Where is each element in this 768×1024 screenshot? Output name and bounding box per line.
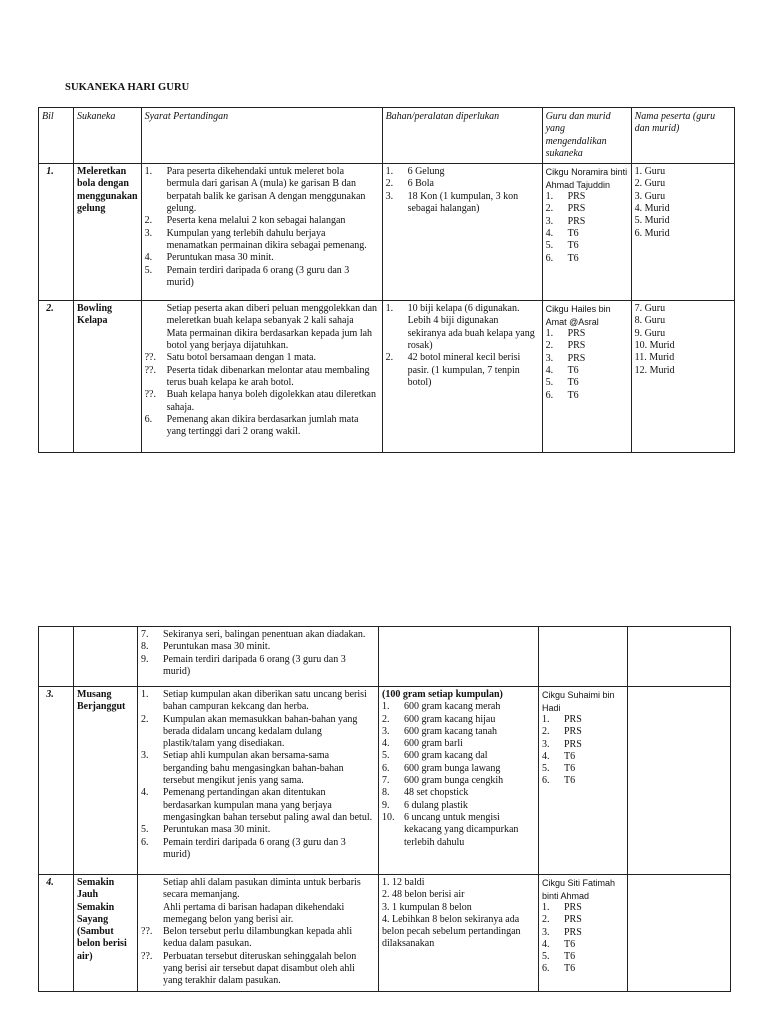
list-item-number: 5. [542,951,550,963]
sukaneka-table-page1 [38,107,735,453]
peserta-list [635,166,731,240]
list-item-number [141,877,163,902]
list-item-number: 5. [545,377,554,389]
list-item-number: 4. [542,750,550,762]
list-item-text: Setiap ahli dalam pasukan diminta untuk berbaris secara memanjang. [163,877,361,901]
list-item-text: Peruntukan masa 30 minit. [163,824,271,836]
cell-bil: 4. [39,875,74,992]
cell-sukaneka: Musang Berjanggut [74,687,138,875]
list-line: 3. Guru [634,190,666,202]
list-item [141,824,375,836]
list-item [386,352,539,389]
list-item-text: PRS [567,215,586,227]
list-item-text: T6 [567,228,579,240]
cell-bil: 2. [39,301,74,453]
list-item-number: 4. [144,252,153,264]
list-item [145,303,379,328]
cell-guru [542,164,631,301]
list-item-text: T6 [567,252,579,264]
guru-list [542,902,624,976]
list-line: 4. Murid [634,203,670,215]
cell-peserta [628,875,731,992]
list-item-text: Pemain terdiri daripada 6 orang (3 guru dan 3 murid) [163,653,346,677]
list-item-text: T6 [564,775,576,787]
list-item-number: 1. [385,166,394,178]
list-item-text: 600 gram bunga lawang [404,762,501,774]
list-item-number: 3. [542,926,550,938]
list-item [382,800,535,812]
list-item [382,775,535,787]
list-item [141,877,375,902]
cell-syarat [138,687,379,875]
header-syarat: Syarat Pertandingan [141,108,382,164]
list-item-text: PRS [564,714,582,725]
list-item-number: ??. [141,926,153,938]
list-item [145,389,379,414]
bahan-list [382,877,535,951]
list-item-text: PRS [564,914,582,926]
list-item-text: Pemain terdiri daripada 6 orang (3 guru dan 3 murid) [166,264,350,288]
list-item-number: ??. [141,950,153,962]
list-item-text: PRS [567,340,586,352]
list-item-text: 600 gram barli [404,738,463,750]
syarat-list [141,629,375,678]
list-item-text: PRS [567,352,586,364]
list-item-text: Peruntukan masa 30 minit. [166,252,274,264]
list-item-number: 10. [382,811,395,823]
list-item-text: 600 gram kacang tanah [404,725,498,737]
list-item-text: T6 [564,951,576,963]
table-header-row [39,108,735,164]
list-item [145,352,379,364]
list-item [542,927,624,939]
document-title: SUKANEKA HARI GURU [65,82,190,93]
list-item [382,738,535,750]
list-line: 9. Guru [634,327,666,339]
list-item [382,726,535,738]
cell-sukaneka [74,627,138,687]
cell-bahan [379,687,539,875]
list-item-number: 2. [545,340,554,352]
list-item [382,750,535,762]
list-item-number: 2. [144,215,153,227]
list-item-text: 18 Kon (1 kumpulan, 3 kon sebagai halangan) [407,190,519,215]
cell-bil [39,627,74,687]
list-item-number: 5. [542,763,550,775]
list-item [546,191,628,203]
list-item-number: 4. [545,365,554,377]
list-item [546,203,628,215]
table-row [39,875,731,992]
list-item [145,166,379,215]
list-item-number: 8. [141,641,149,653]
list-item [382,714,535,726]
table-row [39,301,735,453]
syarat-list [141,689,375,861]
guru-list [542,714,624,788]
cell-bahan [382,301,542,453]
list-item-number: 1. [385,303,394,315]
continuation-row [39,627,731,687]
syarat-list [145,303,379,438]
list-item [546,216,628,228]
list-item [141,641,375,653]
list-item-text: T6 [567,389,579,401]
list-item-number: ??. [144,364,156,376]
list-item [542,739,624,751]
list-item-number: 5. [144,264,153,276]
syarat-list [141,877,375,988]
list-item [141,787,375,824]
list-item-text: 6 uncang untuk mengisi kekacang yang dicampurkan terlebih dahulu [404,811,519,848]
list-item-text: 6 Bola [407,178,434,190]
list-item [542,763,624,775]
list-item [141,714,375,751]
list-item-number: 1. [542,714,550,725]
list-item-number: 5. [141,824,149,836]
list-item-number: 3. [545,215,554,227]
list-item-number: 2. [542,914,550,926]
list-item-text: Para peserta dikehendaki untuk meleret bola bermula dari garisan A (mula) ke garisan B dan berpatah balik ke garisan A dengan menggunakan gelung. [166,166,366,215]
list-item [141,689,375,714]
list-item-text: T6 [564,763,576,775]
list-item [546,228,628,240]
list-item [386,166,539,178]
list-item-number: 9. [141,653,149,665]
cell-syarat [138,627,379,687]
list-item [382,812,535,849]
list-item [546,377,628,389]
guru-name: Cikgu Suhaimi bin Hadi [542,690,615,713]
list-item [382,763,535,775]
list-item-text: Peserta kena melalui 2 kon sebagai halangan [166,215,346,227]
list-item-text: Pemenang akan dikira berdasarkan jumlah mata yang tertinggi dari 2 orang wakil. [166,413,359,438]
list-item-text: 600 gram kacang dal [404,750,488,762]
list-item-number: 7. [141,629,149,640]
header-guru-murid: Guru dan murid yang mengendalikan sukaneka [542,108,631,164]
list-item-number: 7. [382,775,390,787]
list-item-text: PRS [564,902,582,913]
list-item-number: 6. [144,413,153,425]
list-item-number: 6. [545,252,554,264]
list-item-number: 3. [542,738,550,750]
syarat-list [145,166,379,289]
list-line: 11. Murid [634,352,675,364]
list-item [546,240,628,252]
list-item [546,390,628,402]
cell-guru [539,875,628,992]
list-line: 1. 12 baldi [382,877,425,888]
list-item-number: 6. [141,836,149,848]
list-item-number: 3. [144,227,153,239]
table-row [39,687,731,875]
list-item [141,837,375,862]
list-item [542,939,624,951]
bahan-list [386,303,539,389]
cell-peserta [631,301,734,453]
list-item [145,328,379,353]
list-item-text: 6 dulang plastik [404,799,468,811]
list-line: 5. Murid [634,215,670,227]
list-item [141,902,375,927]
list-line: 3. 1 kumpulan 8 belon [382,901,472,913]
list-item-text: PRS [567,191,586,203]
list-item-text: 600 gram bunga cengkih [404,775,504,787]
list-item-text: Buah kelapa hanya boleh digolekkan atau dileretkan sahaja. [166,389,376,413]
list-item [141,654,375,679]
list-item-text: 48 set chopstick [404,787,469,799]
list-line: 10. Murid [634,340,675,352]
list-item-number: 6. [545,389,554,401]
list-item-text: 10 biji kelapa (6 digunakan. Lebih 4 biji digunakan sekiranya ada buah kelapa yang rosak) [407,303,535,352]
header-sukaneka: Sukaneka [74,108,142,164]
list-item-number: 2. [542,726,550,738]
list-item-text: Satu botol bersamaan dengan 1 mata. [166,352,316,364]
list-item-number [141,902,163,927]
list-line: 7. Guru [634,303,666,315]
list-item [141,750,375,787]
list-item-number: 3. [382,725,390,737]
list-item-text: 600 gram kacang merah [404,701,501,713]
list-item [542,775,624,787]
list-item-text: T6 [567,365,579,377]
header-peserta: Nama peserta (guru dan murid) [631,108,734,164]
list-item-text: PRS [564,726,582,738]
list-item [546,328,628,340]
list-item [542,902,624,914]
list-line: 8. Guru [634,315,666,327]
list-item-number: 8. [382,787,390,799]
cell-bil: 3. [39,687,74,875]
sukaneka-table-page2 [38,626,731,992]
cell-bahan [379,627,539,687]
list-item [382,787,535,799]
list-item-text: PRS [567,203,586,215]
list-item-number: ??. [144,352,156,364]
list-item-text: Ahli pertama di barisan hadapan dikehendaki memegang belon yang berisi air. [163,901,345,925]
cell-guru [539,627,628,687]
guru-name: Cikgu Hailes bin Amat @Asral [545,304,611,327]
list-item [542,963,624,975]
list-item-number: 3. [141,750,149,762]
list-line: 12. Murid [634,364,675,376]
list-item-number: 3. [545,352,554,364]
list-item-number: ??. [144,389,156,401]
list-item-text: Pemenang pertandingan akan ditentukan berdasarkan kumpulan mana yang berjaya mengasingkan bahan tersebut paling awal dan betul. [163,787,373,823]
cell-peserta [628,687,731,875]
list-item-number: 1. [141,689,149,700]
list-item-number: 6. [542,775,550,787]
list-item-text: 600 gram kacang hijau [404,713,496,725]
cell-peserta [631,164,734,301]
list-item-text: 42 botol mineral kecil berisi pasir. (1 kumpulan, 7 tenpin botol) [407,352,521,388]
cell-guru [539,687,628,875]
list-item-number: 5. [545,240,554,252]
list-item [145,252,379,264]
list-item-number: 2. [385,352,394,364]
list-item-number: 2. [385,178,394,190]
list-item-text: 6 Gelung [407,166,445,178]
list-item [382,701,535,713]
list-item [386,191,539,216]
cell-bahan [379,875,539,992]
header-bil: Bil [39,108,74,164]
peserta-list [635,303,731,377]
list-item [546,365,628,377]
cell-bahan [382,164,542,301]
cell-bil: 1. [39,164,74,301]
list-line: 1. Guru [634,166,666,178]
list-item [542,726,624,738]
list-item-text: Mata permainan dikira berdasarkan kepada jum lah botol yang berjaya dijatuhkan. [166,327,373,352]
list-item [542,714,624,726]
list-item [145,265,379,290]
list-item [145,215,379,227]
list-item-text: Pemain terdiri daripada 6 orang (3 guru dan 3 murid) [163,836,346,860]
list-item-number [145,303,167,328]
list-item-number: 3. [385,190,394,202]
list-item-number [145,328,167,353]
cell-sukaneka: Meleretkan bola dengan menggunakan gelung [74,164,142,301]
bahan-list [382,701,535,849]
table-row [39,164,735,301]
list-line: 6. Murid [634,227,670,239]
list-item [542,751,624,763]
list-item [386,178,539,190]
list-item-text: Belon tersebut perlu dilambungkan kepada ahli kedua dalam pasukan. [163,926,353,950]
list-item-number: 1. [382,701,390,713]
list-item-number: 6. [382,762,390,774]
guru-list [546,328,628,402]
header-bahan: Bahan/peralatan diperlukan [382,108,542,164]
list-item-number: 9. [382,799,390,811]
list-item-text: Kumpulan akan memasukkan bahan-bahan yang berada didalam uncang kedalam dulang plastik/talam yang disediakan. [163,713,358,750]
list-item-number: 2. [545,203,554,215]
bahan-list [386,166,539,215]
list-item-text: Setiap peserta akan diberi peluan menggolekkan dan meleretkan buah kelapa sebanyak 2 kali sahaja [166,303,378,327]
bahan-heading: (100 gram setiap kumpulan) [382,689,503,700]
list-item-number: 1. [545,328,554,340]
list-item [386,303,539,352]
list-item-text: T6 [564,938,576,950]
list-item-text: T6 [564,963,576,975]
list-item [546,253,628,265]
guru-name: Cikgu Siti Fatimah binti Ahmad [542,878,616,901]
list-item [145,414,379,439]
list-item [546,340,628,352]
list-line: 2. 48 belon berisi air [382,889,465,901]
guru-list [546,191,628,265]
list-item [145,365,379,390]
list-item [141,629,375,641]
list-item-number: 4. [141,787,149,799]
list-item-text: PRS [564,738,582,750]
list-item [542,951,624,963]
list-item-text: Setiap ahli kumpulan akan bersama-sama berganding bahu mengasingkan bahan-bahan tersebut mengikut jenis yang sama. [163,750,344,787]
list-item-text: T6 [564,750,576,762]
list-item-text: Sekiranya seri, balingan penentuan akan diadakan. [163,629,366,640]
list-item [542,914,624,926]
cell-peserta [628,627,731,687]
list-item-number: 2. [141,713,149,725]
cell-syarat [141,164,382,301]
list-item-number: 5. [382,750,390,762]
list-item-number: 1. [144,166,153,178]
list-line: 4. Lebihkan 8 belon sekiranya ada belon pecah sebelum pertandingan dilaksanakan [382,913,521,950]
cell-syarat [141,301,382,453]
list-item-number: 6. [542,963,550,975]
list-item-text: Kumpulan yang terlebih dahulu berjaya menamatkan permainan dikira sebagai pemenang. [166,227,367,251]
list-item-number: 4. [382,738,390,750]
list-item-text: Peserta tidak dibenarkan melontar atau membaling terus buah kelapa ke arah botol. [166,364,370,388]
list-item [546,353,628,365]
list-item-text: Perbuatan tersebut diteruskan sehinggalah belon yang berisi air tersebut dapat disambut oleh ahli yang terakhir dalam pasukan. [163,950,357,987]
list-item [141,926,375,951]
list-item-text: T6 [567,377,579,389]
list-item-number: 1. [545,191,554,203]
list-item-number: 4. [545,228,554,240]
cell-sukaneka: Bowling Kelapa [74,301,142,453]
list-item [141,951,375,988]
list-item-number: 4. [542,938,550,950]
list-item-text: T6 [567,240,579,252]
list-item [145,228,379,253]
guru-name: Cikgu Noramira binti Ahmad Tajuddin [545,167,628,190]
cell-syarat [138,875,379,992]
list-item-number: 2. [382,713,390,725]
list-item-text: PRS [564,926,582,938]
cell-sukaneka: Semakin Jauh Semakin Sayang (Sambut belon berisi air) [74,875,138,992]
list-item-text: Setiap kumpulan akan diberikan satu uncang berisi bahan campuran kekcang dan herba. [163,689,367,713]
list-item-number: 1. [542,902,550,913]
list-line: 2. Guru [634,178,666,190]
list-item-text: Peruntukan masa 30 minit. [163,641,271,653]
cell-guru [542,301,631,453]
list-item-text: PRS [567,328,586,340]
